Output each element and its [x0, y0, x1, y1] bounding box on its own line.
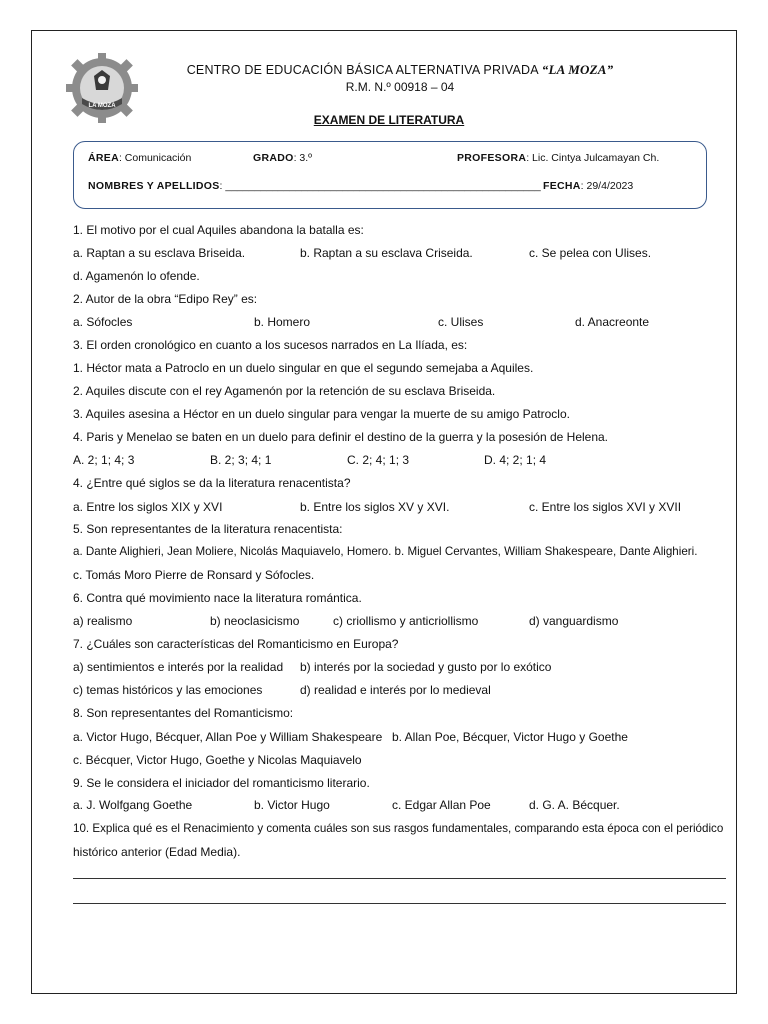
question-9-option-b[interactable]: b. Victor Hugo — [254, 798, 330, 812]
question-9-option-d[interactable]: d. G. A. Bécquer. — [529, 798, 620, 812]
question-3-event-4: 4. Paris y Menelao se baten en un duelo para definir el destino de la guerra y la posesión de Helena. — [73, 430, 609, 444]
question-7-option-a[interactable]: a) sentimientos e interés por la realidad — [73, 660, 284, 674]
area-field: ÁREA: Comunicación — [88, 152, 192, 164]
question-7-option-d[interactable]: d) realidad e interés por lo medieval — [300, 683, 491, 697]
question-3-option-d[interactable]: D. 4; 2; 1; 4 — [484, 453, 547, 467]
question-2: 2. Autor de la obra “Edipo Rey” es: — [73, 292, 258, 306]
question-3: 3. El orden cronológico en cuanto a los sucesos narrados en La Ilíada, es: — [73, 338, 468, 352]
school-prefix: CENTRO DE EDUCACIÓN BÁSICA ALTERNATIVA PRIVADA — [186, 63, 542, 77]
question-2-option-c[interactable]: c. Ulises — [438, 315, 484, 329]
question-3-event-3: 3. Aquiles asesina a Héctor en un duelo singular para vengar la muerte de su amigo Patroclo. — [73, 407, 570, 421]
question-5-options-ab[interactable]: a. Dante Alighieri, Jean Moliere, Nicolás Maquiavelo, Homero. b. Miguel Cervantes, William Shakespeare, Dante Alighieri. — [73, 545, 698, 558]
answer-line[interactable] — [73, 878, 726, 879]
school-logo — [58, 52, 146, 124]
question-7-option-c[interactable]: c) temas históricos y las emociones — [73, 683, 263, 697]
question-8-option-b[interactable]: b. Allan Poe, Bécquer, Victor Hugo y Goethe — [392, 730, 628, 744]
question-4-option-a[interactable]: a. Entre los siglos XIX y XVI — [73, 500, 223, 514]
student-info-box — [73, 141, 707, 209]
question-8: 8. Son representantes del Romanticismo: — [73, 706, 294, 720]
resolution-number: R.M. N.º 00918 – 04 — [345, 80, 455, 94]
question-1-option-d[interactable]: d. Agamenón lo ofende. — [73, 269, 200, 283]
question-2-option-a[interactable]: a. Sófocles — [73, 315, 133, 329]
question-4: 4. ¿Entre qué siglos se da la literatura renacentista? — [73, 476, 351, 490]
question-6-option-b[interactable]: b) neoclasicismo — [210, 614, 300, 628]
question-9-option-c[interactable]: c. Edgar Allan Poe — [392, 798, 491, 812]
question-9: 9. Se le considera el iniciador del romanticismo literario. — [73, 776, 370, 790]
question-3-option-c[interactable]: C. 2; 4; 1; 3 — [347, 453, 410, 467]
question-3-option-b[interactable]: B. 2; 3; 4; 1 — [210, 453, 272, 467]
question-10-continued: histórico anterior (Edad Media). — [73, 845, 241, 859]
question-3-event-2: 2. Aquiles discute con el rey Agamenón por la retención de su esclava Briseida. — [73, 384, 496, 398]
profesora-field: PROFESORA: Lic. Cintya Julcamayan Ch. — [457, 152, 660, 164]
question-8-option-a[interactable]: a. Victor Hugo, Bécquer, Allan Poe y William Shakespeare — [73, 730, 383, 744]
question-7: 7. ¿Cuáles son características del Romanticismo en Europa? — [73, 637, 399, 651]
question-6-option-d[interactable]: d) vanguardismo — [529, 614, 619, 628]
question-2-option-b[interactable]: b. Homero — [254, 315, 311, 329]
school-name: “LA MOZA” — [541, 62, 614, 77]
question-6-option-a[interactable]: a) realismo — [73, 614, 133, 628]
question-5: 5. Son representantes de la literatura renacentista: — [73, 522, 343, 536]
fecha-field: FECHA: 29/4/2023 — [543, 180, 634, 192]
question-7-option-b[interactable]: b) interés por la sociedad y gusto por lo exótico — [300, 660, 552, 674]
question-2-option-d[interactable]: d. Anacreonte — [575, 315, 650, 329]
question-1: 1. El motivo por el cual Aquiles abandona la batalla es: — [73, 223, 364, 237]
question-4-option-b[interactable]: b. Entre los siglos XV y XVI. — [300, 500, 450, 514]
nombres-field[interactable]: NOMBRES Y APELLIDOS: ______________________________________________________ — [88, 180, 541, 192]
question-6: 6. Contra qué movimiento nace la literatura romántica. — [73, 591, 362, 605]
question-3-event-1: 1. Héctor mata a Patroclo en un duelo singular en que el segundo semejaba a Aquiles. — [73, 361, 534, 375]
question-1-option-b[interactable]: b. Raptan a su esclava Criseida. — [300, 246, 473, 260]
question-3-option-a[interactable]: A. 2; 1; 4; 3 — [73, 453, 135, 467]
question-9-option-a[interactable]: a. J. Wolfgang Goethe — [73, 798, 193, 812]
question-5-option-c[interactable]: c. Tomás Moro Pierre de Ronsard y Sófocles. — [73, 568, 315, 582]
question-4-option-c[interactable]: c. Entre los siglos XVI y XVII — [529, 500, 682, 514]
question-6-option-c[interactable]: c) criollismo y anticriollismo — [333, 614, 479, 628]
exam-title: EXAMEN DE LITERATURA — [313, 113, 465, 127]
logo-text: LA MOZA — [88, 103, 116, 109]
question-1-option-a[interactable]: a. Raptan a su esclava Briseida. — [73, 246, 246, 260]
grado-field: GRADO: 3.º — [253, 152, 313, 164]
question-1-option-c[interactable]: c. Se pelea con Ulises. — [529, 246, 652, 260]
answer-line[interactable] — [73, 903, 726, 904]
school-title — [150, 62, 650, 78]
question-8-option-c[interactable]: c. Bécquer, Victor Hugo, Goethe y Nicolas Maquiavelo — [73, 753, 362, 767]
question-10: 10. Explica qué es el Renacimiento y comenta cuáles son sus rasgos fundamentales, comparando esta época con el periódico — [73, 822, 724, 835]
